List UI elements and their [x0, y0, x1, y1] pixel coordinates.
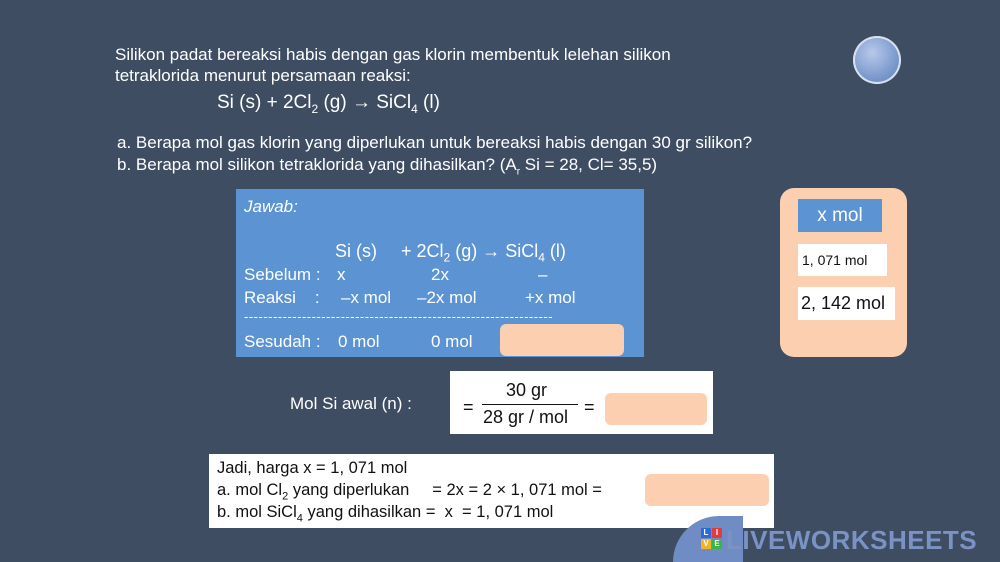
sebelum-label: Sebelum :: [244, 265, 321, 284]
summary-line-1: Jadi, harga x = 1, 071 mol: [217, 459, 408, 477]
sebelum-sicl: –: [538, 265, 548, 284]
reaksi-sicl: +x mol: [525, 288, 576, 307]
mol-si-equals-2: =: [584, 397, 595, 417]
globe-decoration-icon: [853, 36, 901, 84]
sesudah-label: Sesudah :: [244, 332, 321, 351]
liveworksheets-watermark: [673, 516, 993, 562]
reaksi-si: –x mol: [341, 288, 392, 307]
answer-options-panel: [780, 188, 907, 357]
question-a: a. Berapa mol gas klorin yang diperlukan untuk bereaksi habis dengan 30 gr silikon?: [117, 133, 753, 152]
mol-si-denominator: 28 gr / mol: [483, 407, 569, 427]
mol-si-dropzone[interactable]: [605, 393, 707, 425]
mol-si-numerator: 30 gr: [506, 380, 548, 400]
problem-line-1: Silikon padat bereaksi habis dengan gas klorin membentuk lelehan silikon: [115, 45, 671, 64]
question-b: b. Berapa mol silikon tetraklorida yang dihasilkan? ($A_r$ Si = 28, Cl= 35,5): [117, 155, 658, 178]
answer-panel: [236, 189, 644, 357]
summary-line-2: a. mol $Cl_2$ yang diperlukan = 2x = 2 × 1, 071 mol =: [217, 481, 602, 503]
reaction-equation: Si $(s) + 2Cl_2$ (g) → SiCl$_4$ (l): [217, 92, 440, 116]
divider: ----------------------------------------------------------------: [244, 309, 554, 324]
mol-si-fraction-box: [450, 371, 713, 434]
option-x-mol[interactable]: x mol: [798, 199, 882, 232]
liveworksheets-logo-icon: L I V E: [701, 528, 723, 550]
fraction-bar: [482, 404, 578, 405]
answer-title: Jawab:: [244, 197, 298, 216]
reaksi-cl: –2x mol: [417, 288, 477, 307]
sesudah-cl: 0 mol: [431, 332, 473, 351]
sebelum-cl: 2x: [431, 265, 449, 284]
watermark-text: LIVEWORKSHEETS: [726, 525, 978, 555]
option-1-071-mol[interactable]: 1, 071 mol: [798, 244, 887, 276]
header-reaction: + $2Cl_2$ (g) → SiCl$_4$ (l): [401, 241, 566, 265]
sesudah-si: 0 mol: [338, 332, 380, 351]
cl2-mol-dropzone[interactable]: [645, 474, 769, 506]
option-2-142-mol[interactable]: 2, 142 mol: [798, 287, 895, 320]
mol-si-equals-1: =: [463, 397, 474, 417]
reaksi-label: Reaksi :: [244, 288, 320, 307]
summary-line-3: b. mol SiCl$_4$ yang dihasilkan = x = 1, 071 mol: [217, 503, 554, 525]
sesudah-sicl-dropzone[interactable]: [500, 324, 624, 356]
problem-line-2: tetraklorida menurut persamaan reaksi:: [115, 66, 411, 85]
problem-statement: [115, 44, 671, 86]
header-si: Si (s): [335, 241, 377, 261]
mol-si-label: Mol Si awal (n) :: [290, 394, 412, 413]
sebelum-si: x: [337, 265, 346, 284]
